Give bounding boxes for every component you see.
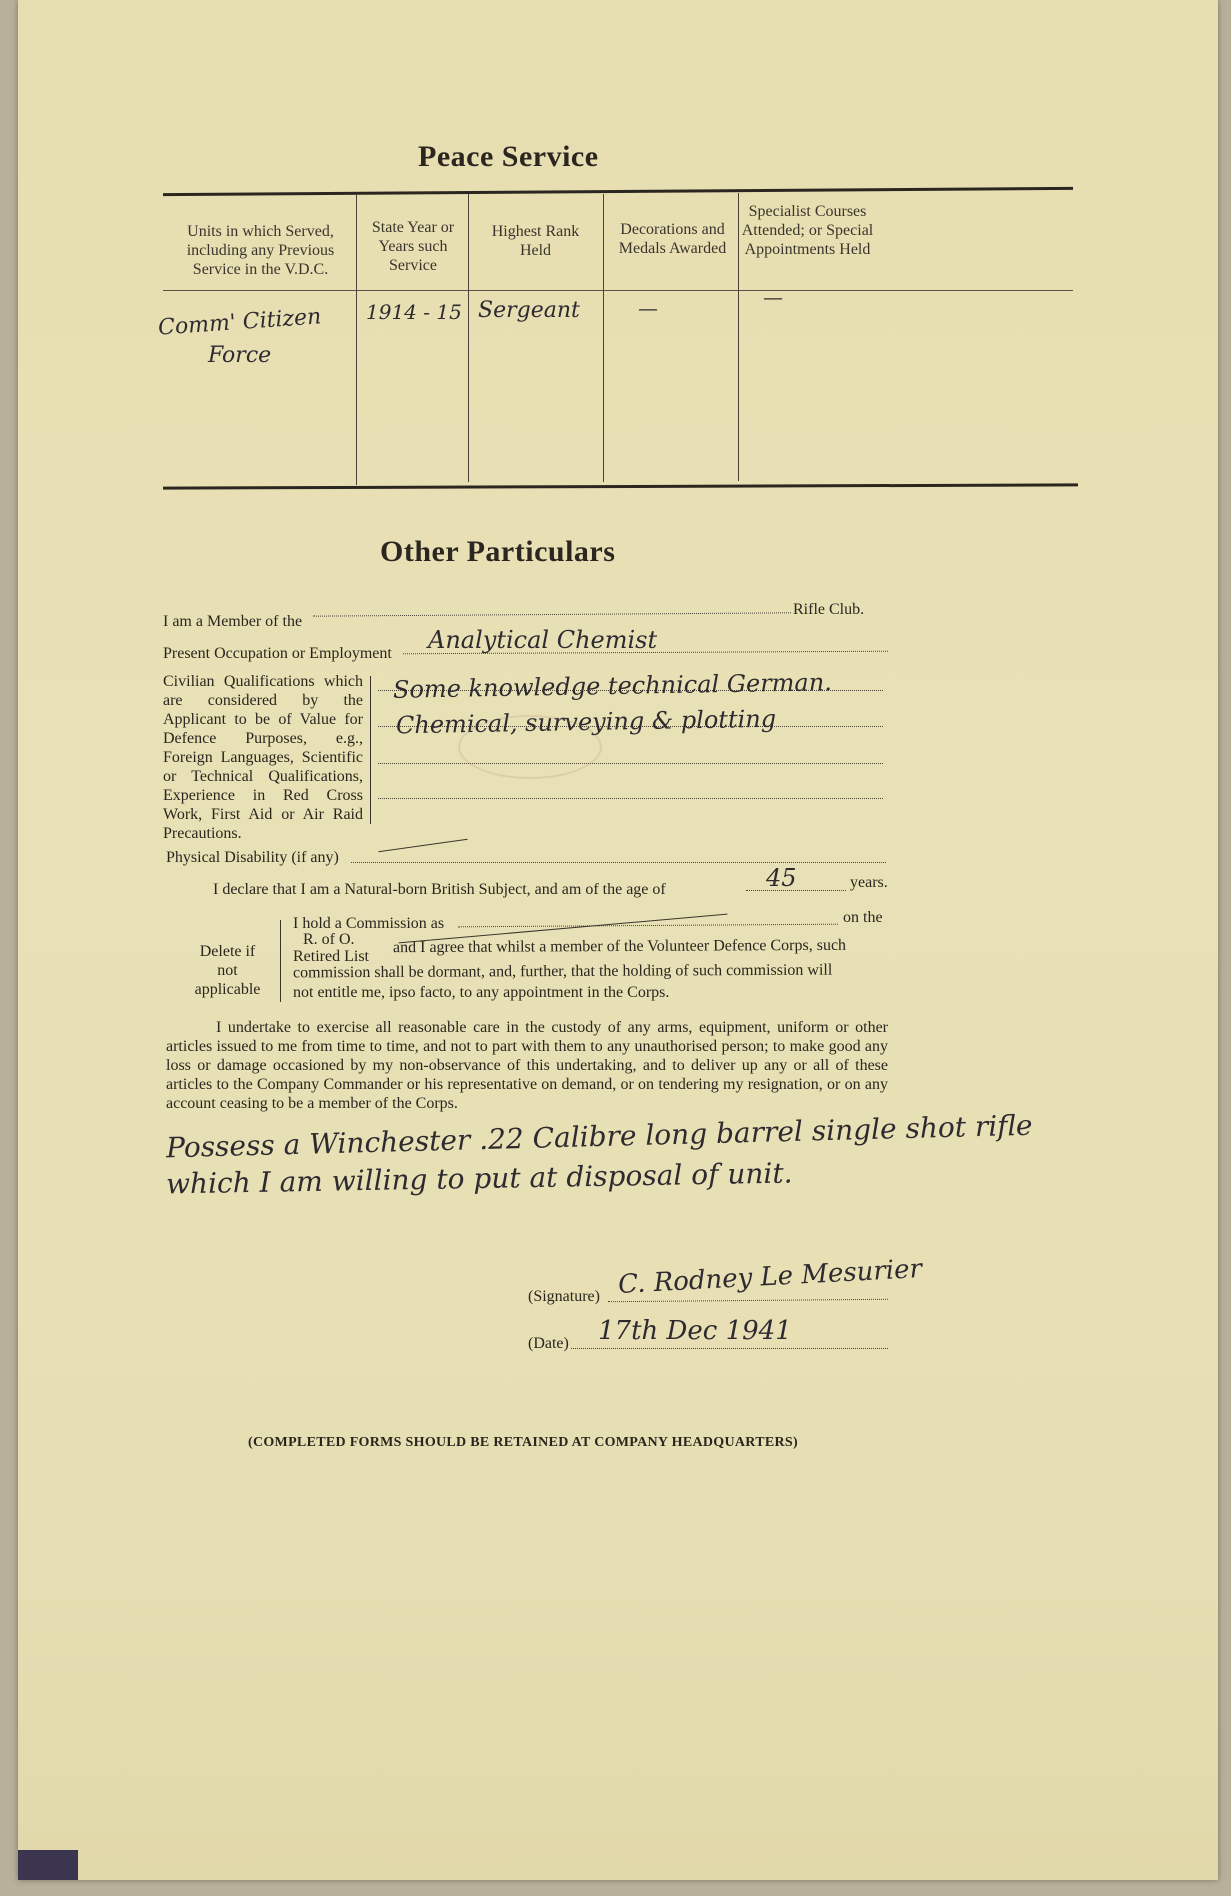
note-line1: Possess a Winchester .22 Calibre long barrel single shot rifle	[165, 1108, 1033, 1165]
faint-stamp-seal	[458, 715, 602, 779]
footer-note: (COMPLETED FORMS SHOULD BE RETAINED AT COMPANY HEADQUARTERS)	[248, 1435, 798, 1450]
disability-dash	[378, 839, 467, 853]
scan-corner-shadow	[18, 1850, 78, 1880]
occupation-value: Analytical Chemist	[428, 626, 658, 654]
commission-ro: R. of O.	[303, 931, 355, 948]
disability-dotted-line	[351, 862, 886, 863]
commission-line1: I hold a Commission as	[293, 915, 445, 932]
commission-brace	[280, 920, 281, 1002]
rank-value: Sergeant	[478, 298, 580, 323]
occupation-label: Present Occupation or Employment	[163, 645, 392, 662]
table-bottom-rule	[163, 483, 1078, 489]
declare-label: I declare that I am a Natural-born British Subject, and am of the age of	[213, 881, 666, 898]
header-units: Units in which Served, including any Previous Service in the V.D.C.	[186, 223, 335, 278]
age-value: 45	[766, 864, 797, 892]
commission-line2: and I agree that whilst a member of the Volunteer Defence Corps, such	[392, 936, 847, 957]
commission-line4: not entitle me, ipso facto, to any appointment in the Corps.	[293, 984, 670, 1001]
member-dotted-line	[313, 612, 791, 616]
peace-service-title: Peace Service	[418, 140, 599, 173]
undertake-paragraph: I undertake to exercise all reasonable care in the custody of any arms, equipment, uniform or other articles issued to me from time to time, and not to part with them to any unauthorised person; to make good any loss or damage occasioned by my non-observance of this undertaking, and to deliver up any or all of these articles to the Company Commander or his representative on demand, or on tendering my resignation, or on any account ceasing to be a member of the Corps.	[166, 1019, 888, 1112]
col-divider-2	[468, 194, 469, 482]
header-years: State Year or Years such Service	[371, 219, 455, 274]
civil-brace	[370, 676, 371, 824]
date-value: 17th Dec 1941	[598, 1316, 792, 1346]
date-dotted-line	[571, 1348, 888, 1349]
courses-value: —	[763, 285, 783, 309]
header-decorations: Decorations and Medals Awarded	[618, 221, 727, 257]
date-label: (Date)	[528, 1335, 569, 1352]
signature-label: (Signature)	[528, 1288, 600, 1305]
col-divider-4	[738, 193, 739, 481]
civil-value-line1: Some knowledge technical German.	[392, 668, 833, 704]
decorations-value: —	[638, 296, 658, 320]
other-particulars-title: Other Particulars	[380, 535, 616, 568]
commission-line3: commission shall be dormant, and, further, that the holding of such commission will	[292, 961, 833, 982]
civil-dotted-line-3	[378, 763, 883, 764]
disability-label: Physical Disability (if any)	[166, 849, 339, 866]
commission-dotted-line	[458, 924, 838, 928]
member-label: I am a Member of the	[163, 613, 303, 630]
signature-dotted-line	[608, 1299, 888, 1302]
header-rank: Highest Rank Held	[491, 223, 580, 259]
header-courses: Specialist Courses Attended; or Special Appointments Held	[741, 203, 874, 258]
table-top-rule	[163, 187, 1073, 196]
civil-dotted-line-4	[378, 798, 883, 799]
unit-value-line2: Force	[208, 343, 272, 368]
delete-label: Delete if not applicable	[194, 943, 261, 998]
note-line2: which I am willing to put at disposal of unit.	[165, 1156, 793, 1201]
member-suffix: Rifle Club.	[793, 601, 865, 618]
civil-value-line2: Chemical, surveying & plotting	[395, 704, 777, 740]
civil-label: Civilian Qualifications which are considered by the Applicant to be of Value for Defence Purposes, e.g., Foreign Languages, Scientific or Technical Qualifications, Experience in Red Cross Work, First Aid or Air Raid Precautions.	[163, 673, 363, 842]
commission-on-the: on the	[843, 909, 883, 926]
col-divider-3	[603, 194, 604, 482]
signature-value: C. Rodney Le Mesurier	[617, 1254, 923, 1300]
unit-value-line1: Comm' Citizen	[157, 304, 323, 341]
commission-rl: Retired List	[293, 948, 369, 965]
table-header-rule	[163, 290, 1073, 291]
declare-suffix: years.	[850, 874, 888, 891]
col-divider-1	[356, 195, 357, 485]
years-value: 1914 - 15	[366, 300, 462, 324]
form-page	[18, 0, 1218, 1880]
